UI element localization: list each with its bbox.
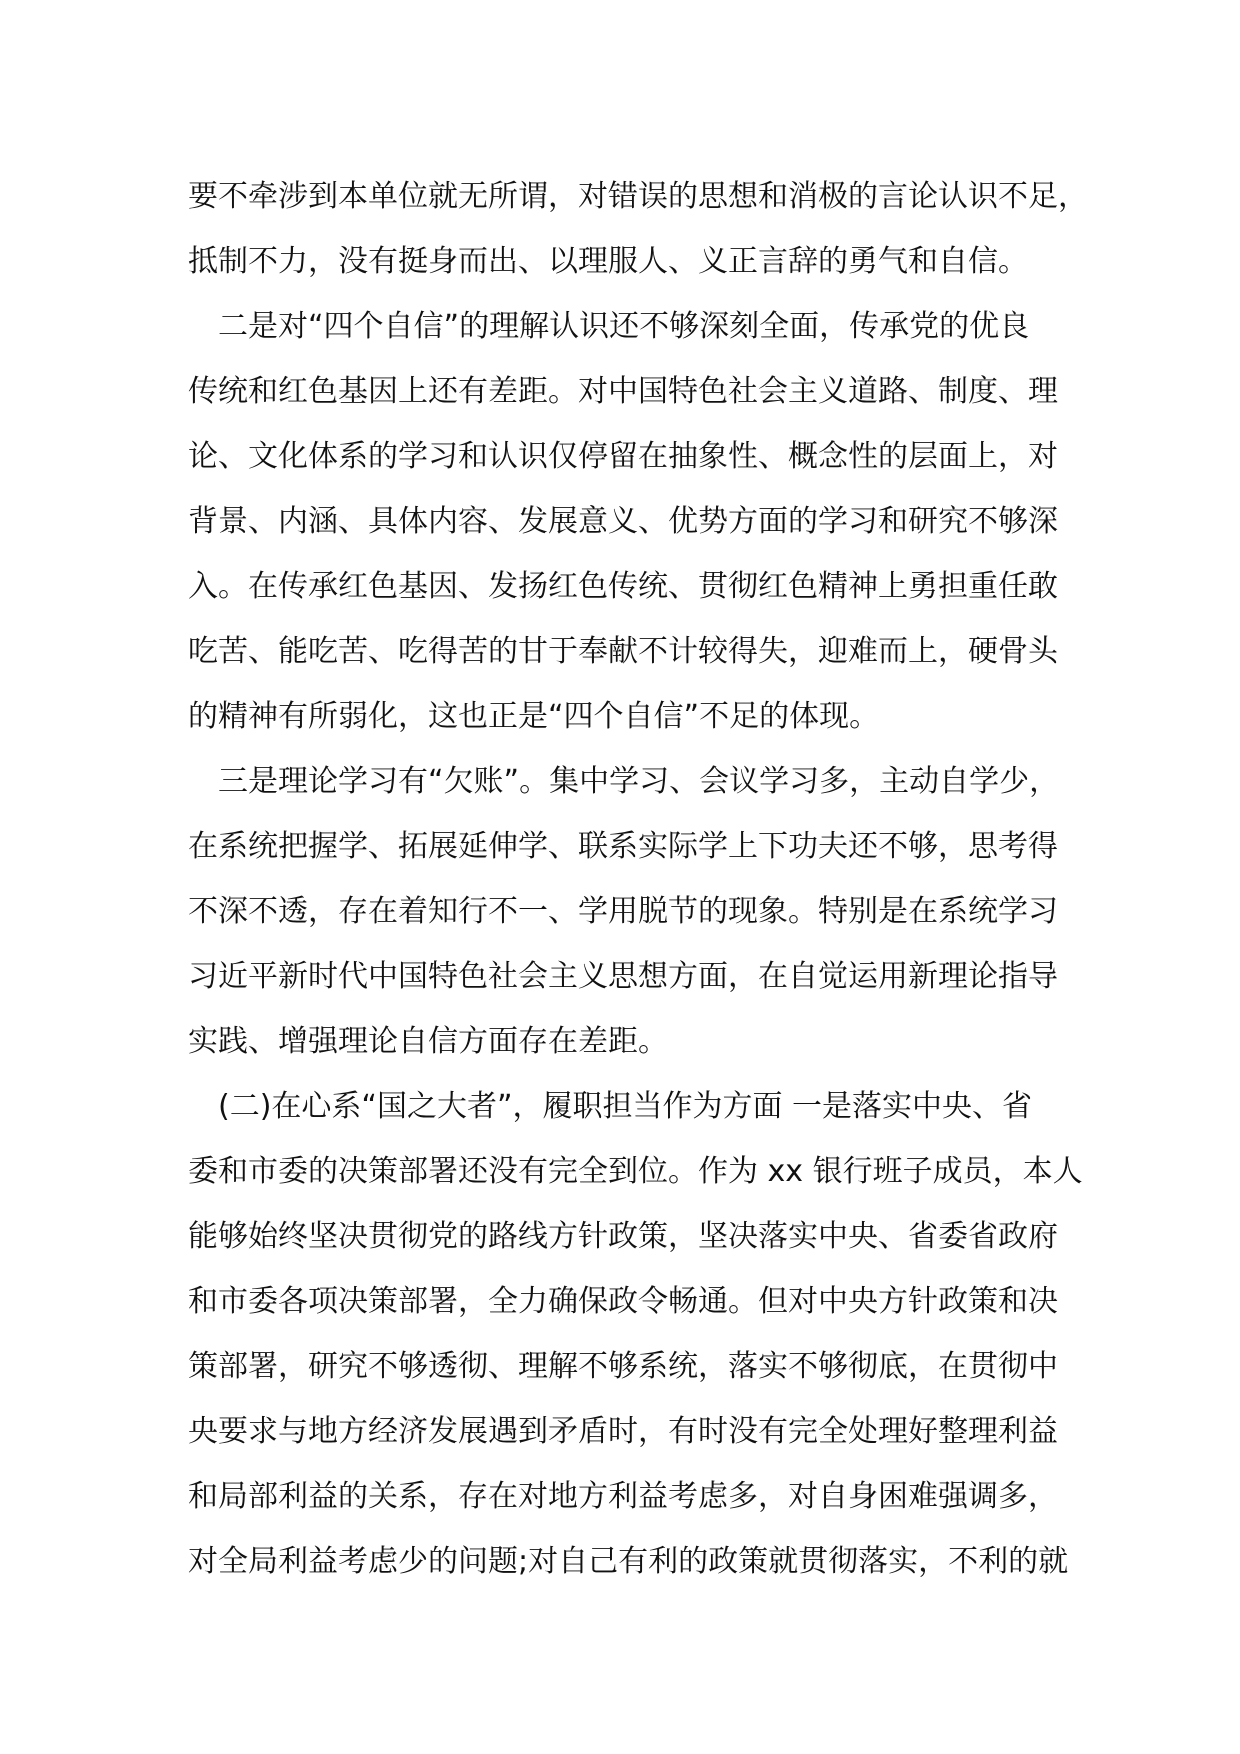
text-line: 央要求与地方经济发展遇到矛盾时，有时没有完全处理好整理利益 bbox=[188, 1414, 1058, 1449]
text-line: 抵制不力，没有挺身而出、以理服人、义正言辞的勇气和自信。 bbox=[188, 244, 1028, 279]
text-line: 和市委各项决策部署，全力确保政令畅通。但对中央方针政策和决 bbox=[188, 1284, 1058, 1319]
body-text bbox=[188, 164, 1088, 1594]
text-line: 在系统把握学、拓展延伸学、联系实际学上下功夫还不够，思考得 bbox=[188, 829, 1058, 864]
text-line: 三是理论学习有“欠账”。集中学习、会议学习多，主动自学少， bbox=[188, 764, 1060, 799]
text-line: 不深不透，存在着知行不一、学用脱节的现象。特别是在系统学习 bbox=[188, 894, 1058, 929]
text-line: 论、文化体系的学习和认识仅停留在抽象性、概念性的层面上，对 bbox=[188, 439, 1058, 474]
text-line: 实践、增强理论自信方面存在差距。 bbox=[188, 1024, 668, 1059]
text-line: 的精神有所弱化，这也正是“四个自信”不足的体现。 bbox=[188, 699, 880, 734]
text-line: 和局部利益的关系，存在对地方利益考虑多，对自身困难强调多， bbox=[188, 1479, 1058, 1514]
text-line: 传统和红色基因上还有差距。对中国特色社会主义道路、制度、理 bbox=[188, 374, 1058, 409]
text-line: 二是对“四个自信”的理解认识还不够深刻全面，传承党的优良 bbox=[188, 309, 1030, 344]
text-line: 委和市委的决策部署还没有完全到位。作为 xx 银行班子成员，本人 bbox=[188, 1154, 1083, 1189]
text-line: 入。在传承红色基因、发扬红色传统、贯彻红色精神上勇担重任敢 bbox=[188, 569, 1058, 604]
text-line: 要不牵涉到本单位就无所谓，对错误的思想和消极的言论认识不足， bbox=[188, 179, 1088, 214]
text-line: 对全局利益考虑少的问题;对自己有利的政策就贯彻落实，不利的就 bbox=[188, 1544, 1069, 1579]
text-line: 能够始终坚决贯彻党的路线方针政策，坚决落实中央、省委省政府 bbox=[188, 1219, 1058, 1254]
text-line: 背景、内涵、具体内容、发展意义、优势方面的学习和研究不够深 bbox=[188, 504, 1058, 539]
text-line: 习近平新时代中国特色社会主义思想方面，在自觉运用新理论指导 bbox=[188, 959, 1058, 994]
text-line: 吃苦、能吃苦、吃得苦的甘于奉献不计较得失，迎难而上，硬骨头 bbox=[188, 634, 1058, 669]
text-line: 策部署，研究不够透彻、理解不够系统，落实不够彻底，在贯彻中 bbox=[188, 1349, 1058, 1384]
text-line: (二)在心系“国之大者”，履职担当作为方面 一是落实中央、省 bbox=[188, 1089, 1033, 1124]
